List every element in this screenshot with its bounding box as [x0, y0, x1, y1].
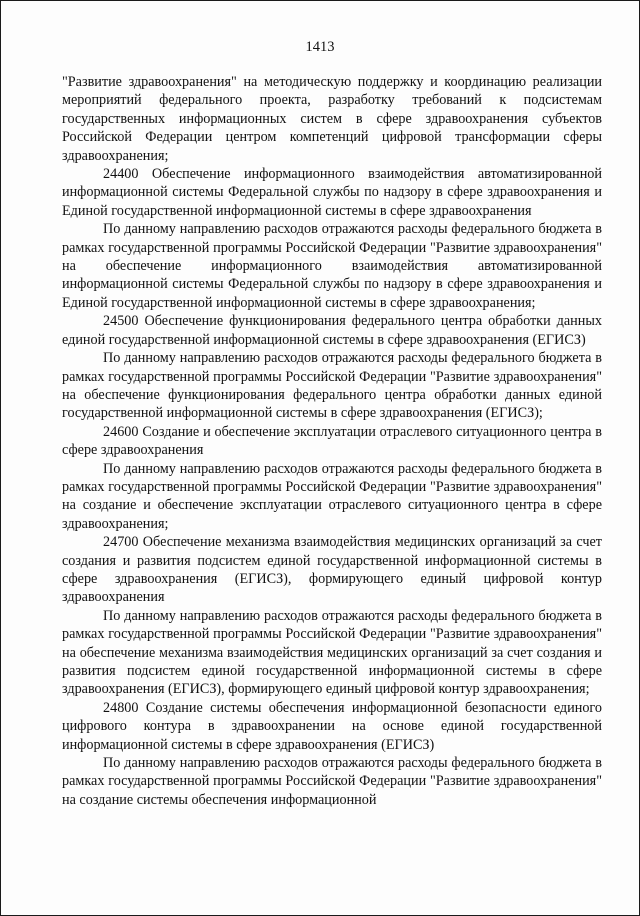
- paragraph-code-24400: 24400 Обеспечение информационного взаимодействия автоматизированной информационной системы Федеральной службы по надзору в сфере здравоохранения и Единой государственной информационной системы в сфере здравоохранения: [62, 166, 602, 219]
- paragraph-description-24700: По данному направлению расходов отражаются расходы федерального бюджета в рамках государственной программы Российской Федерации "Развитие здравоохранения" на обеспечение механизма взаимодействия медицинских организаций за счет создания и развития подсистем единой государственной информационной системы в сфере здравоохранения (ЕГИСЗ), формирующего единый цифровой контур здравоохранения;: [62, 607, 602, 698]
- paragraph-continuation: "Развитие здравоохранения" на методическую поддержку и координацию реализации мероприятий федерального проекта, разработку требований к подсистемам государственных информационных систем в сфере здравоохранения субъектов Российской Федерации центром компетенций цифровой трансформации сферы здравоохранения;: [62, 74, 602, 164]
- paragraph-description-24400: По данному направлению расходов отражаются расходы федерального бюджета в рамках государственной программы Российской Федерации "Развитие здравоохранения" на обеспечение информационного взаимодействия автоматизированной информационной системы Федеральной службы по надзору в сфере здравоохранения и Единой государственной информационной системы в сфере здравоохранения;: [62, 221, 602, 311]
- paragraph-code-24800: 24800 Создание системы обеспечения информационной безопасности единого цифрового контура в здравоохранении на основе единой государственной информационной системы в сфере здравоохранения (ЕГИСЗ): [62, 699, 602, 753]
- paragraph-description-24500: По данному направлению расходов отражаются расходы федерального бюджета в рамках государственной программы Российской Федерации "Развитие здравоохранения" на обеспечение функционирования федерального центра обработки данных единой государственной информационной системы в сфере здравоохранения (ЕГИСЗ);: [62, 350, 602, 422]
- page-body: [62, 73, 602, 809]
- paragraph-description-24600: По данному направлению расходов отражаются расходы федерального бюджета в рамках государственной программы Российской Федерации "Развитие здравоохранения" на создание и обеспечение эксплуатации отраслевого ситуационного центра в сфере здравоохранения;: [62, 460, 602, 532]
- paragraph-code-24600: 24600 Создание и обеспечение эксплуатации отраслевого ситуационного центра в сфере здравоохранения: [62, 423, 602, 459]
- paragraph-code-24500: 24500 Обеспечение функционирования федерального центра обработки данных единой государственной информационной системы в сфере здравоохранения (ЕГИСЗ): [62, 313, 602, 348]
- paragraph-code-24700: 24700 Обеспечение механизма взаимодействия медицинских организаций за счет создания и развития подсистем единой государственной информационной системы в сфере здравоохранения (ЕГИСЗ), формирующего единый цифровой контур здравоохранения: [62, 534, 602, 606]
- paragraph-description-24800: По данному направлению расходов отражаются расходы федерального бюджета в рамках государственной программы Российской Федерации "Развитие здравоохранения" на создание системы обеспечения информационной: [62, 755, 602, 808]
- page-number: 1413: [305, 39, 335, 55]
